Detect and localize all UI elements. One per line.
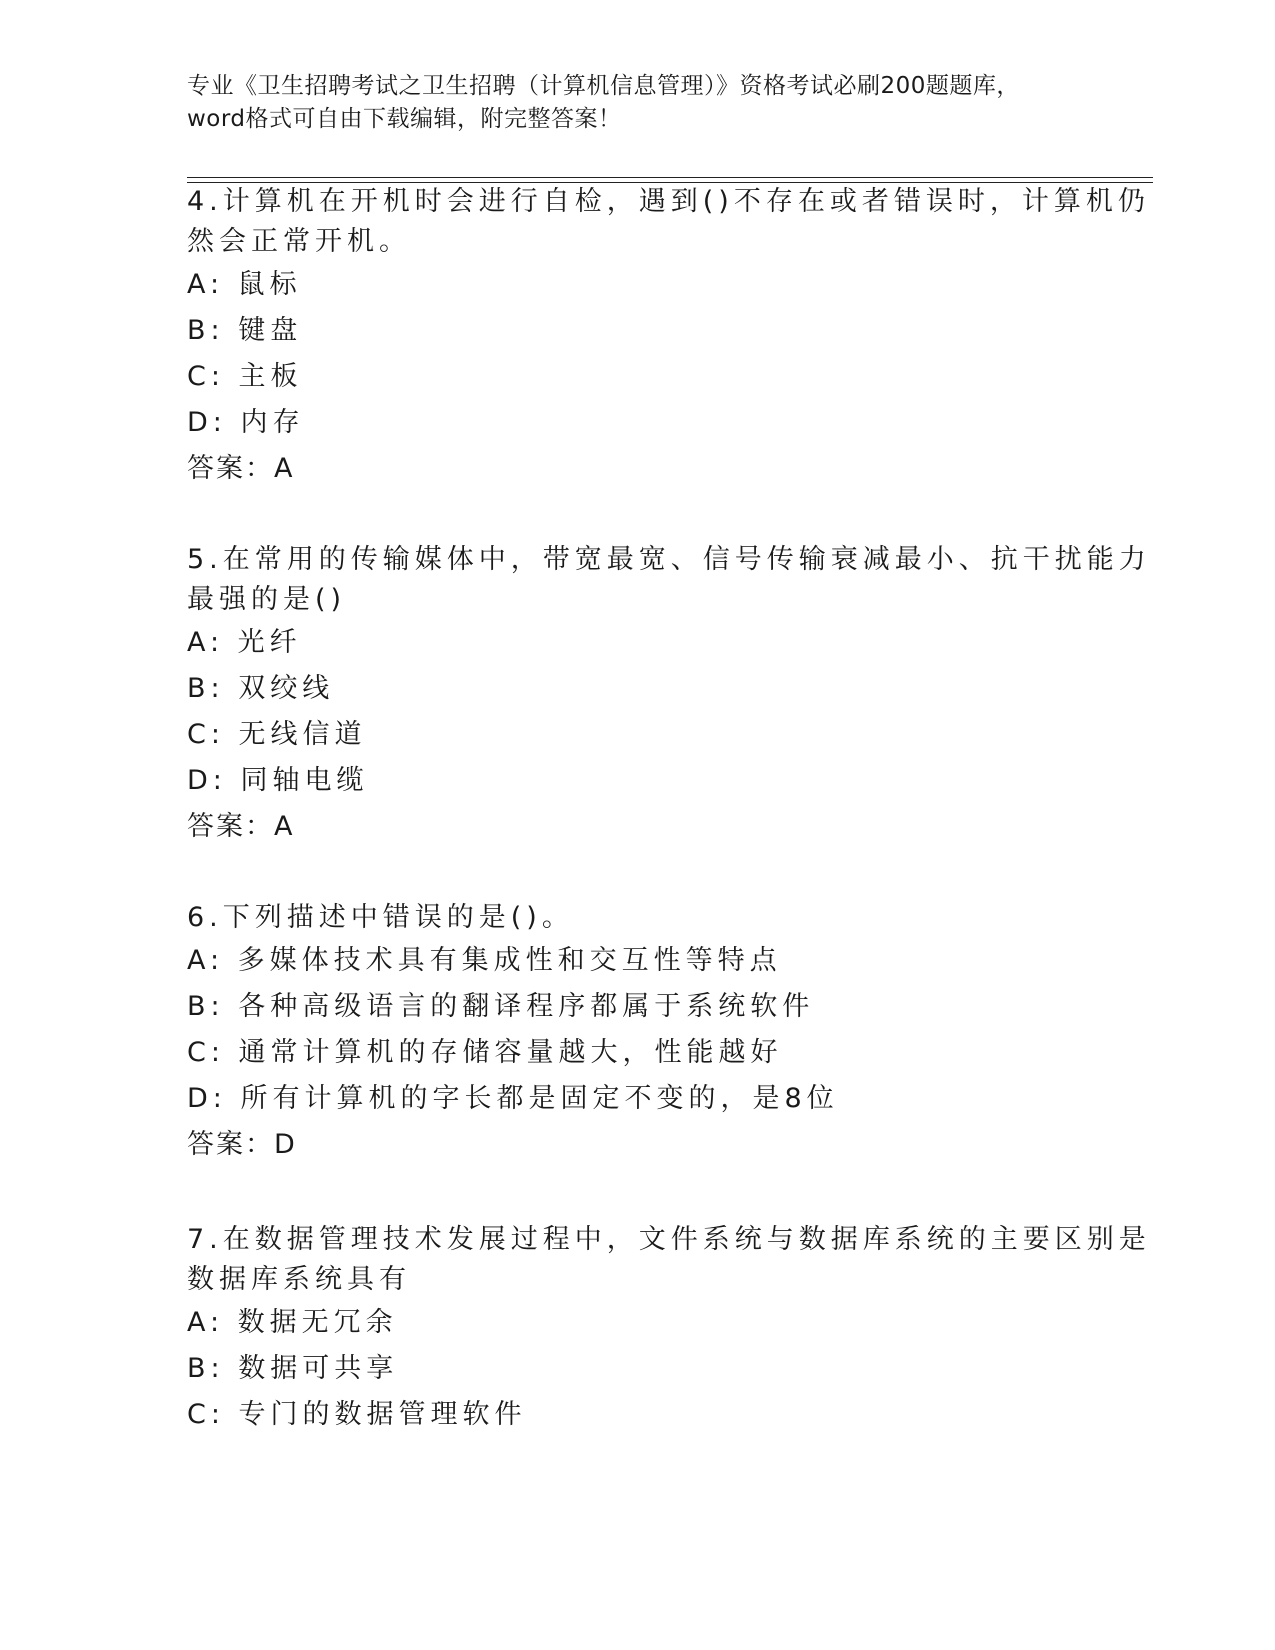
- option-b: B: 键盘: [187, 315, 303, 346]
- question-7: [187, 1220, 1151, 1438]
- question-6: [187, 898, 1087, 1168]
- option-c: C: 主板: [187, 361, 303, 392]
- question-text: 4.计算机在开机时会进行自检，遇到()不存在或者错误时，计算机仍: [187, 186, 1150, 217]
- option-b: B: 双绞线: [187, 673, 335, 704]
- question-text: 7.在数据管理技术发展过程中，文件系统与数据库系统的主要区别是: [187, 1224, 1151, 1255]
- answer-label: 答案：: [187, 811, 274, 842]
- answer-value: A: [274, 811, 293, 842]
- option-d: D: 内存: [187, 407, 305, 438]
- question-4: [187, 182, 1150, 492]
- option-a: A: 多媒体技术具有集成性和交互性等特点: [187, 945, 782, 976]
- answer-line: [187, 804, 1087, 850]
- option-a: A: 鼠标: [187, 269, 302, 300]
- answer-label: 答案：: [187, 453, 274, 484]
- option-c: C: 通常计算机的存储容量越大，性能越好: [187, 1037, 783, 1068]
- header-divider-top: [187, 177, 1153, 178]
- answer-value: D: [274, 1129, 295, 1160]
- answer-label: 答案：: [187, 1129, 274, 1160]
- option-a: A: 数据无冗余: [187, 1307, 398, 1338]
- question-text: 6.下列描述中错误的是()。: [187, 902, 574, 933]
- option-a: A: 光纤: [187, 627, 302, 658]
- question-text: 数据库系统具有: [187, 1264, 411, 1295]
- header-title-line-2: word格式可自由下载编辑，附完整答案！: [187, 106, 622, 132]
- option-c: C: 专门的数据管理软件: [187, 1399, 527, 1430]
- option-d: D: 同轴电缆: [187, 765, 369, 796]
- option-b: B: 数据可共享: [187, 1353, 399, 1384]
- answer-value: A: [274, 453, 293, 484]
- option-c: C: 无线信道: [187, 719, 367, 750]
- document-header: [187, 70, 1087, 136]
- question-text: 5.在常用的传输媒体中，带宽最宽、信号传输衰减最小、抗干扰能力: [187, 544, 1151, 575]
- question-text: 最强的是(): [187, 584, 347, 615]
- option-d: D: 所有计算机的字长都是固定不变的，是8位: [187, 1083, 839, 1114]
- answer-line: [187, 446, 1087, 492]
- option-b: B: 各种高级语言的翻译程序都属于系统软件: [187, 991, 815, 1022]
- question-5: [187, 540, 1151, 850]
- answer-line: [187, 1122, 1087, 1168]
- header-title-line-1: 专业《卫生招聘考试之卫生招聘（计算机信息管理）》资格考试必刷200题题库，: [187, 73, 1020, 99]
- question-text: 然会正常开机。: [187, 226, 411, 257]
